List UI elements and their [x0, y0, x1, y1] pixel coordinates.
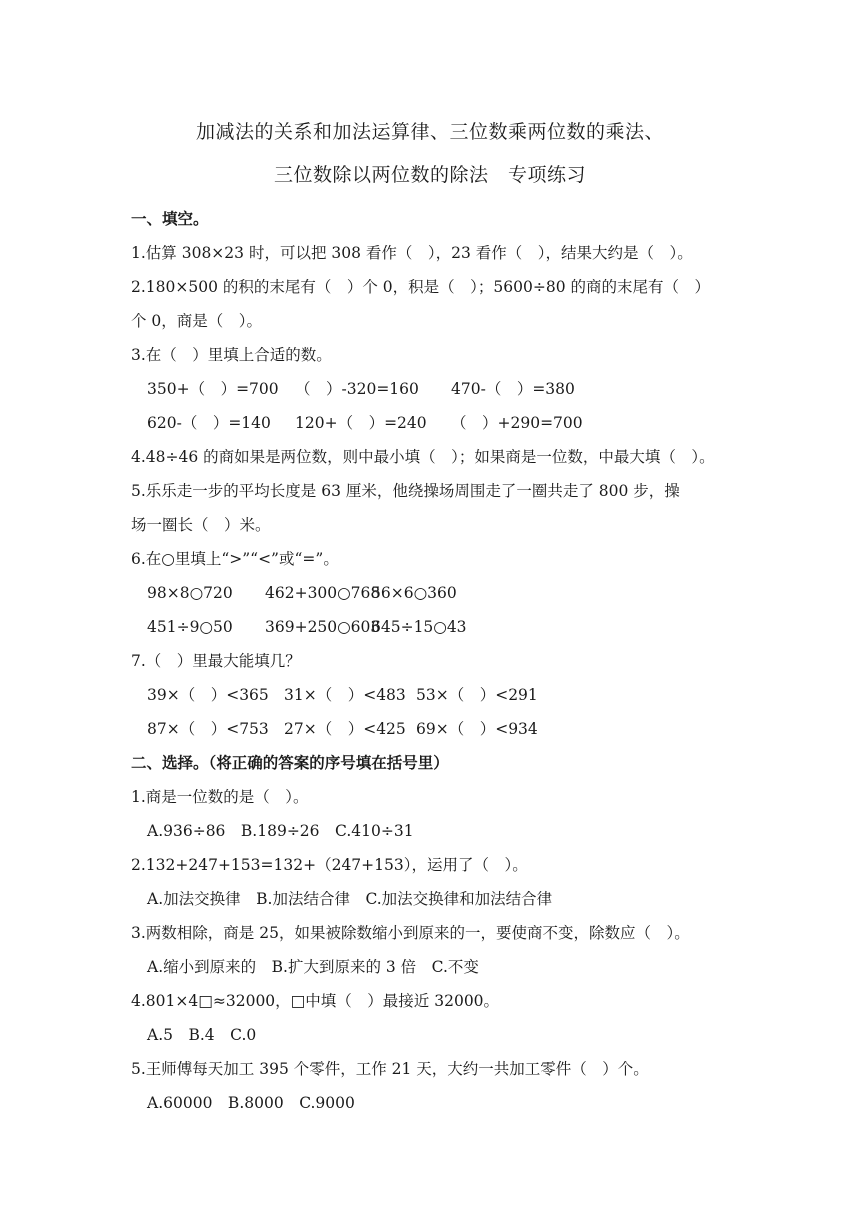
compare-item: 369+250○603 — [265, 618, 381, 636]
question-1-7-row2 — [131, 712, 741, 746]
fill-item: 120+（ ）=240 — [295, 414, 427, 432]
max-fill-item: 87×（ ）<753 — [147, 720, 269, 738]
question-1-7-row1 — [131, 678, 741, 712]
fill-item: 470-（ ）=380 — [451, 380, 575, 398]
question-1-6-row1 — [131, 576, 741, 610]
fill-item: （ ）+290=700 — [451, 414, 583, 432]
title-line-2: 三位数除以两位数的除法 专项练习 — [273, 164, 586, 186]
question-1-6-row2 — [131, 610, 741, 644]
compare-item: 462+300○768 — [265, 584, 381, 602]
max-fill-item: 27×（ ）<425 — [284, 720, 406, 738]
section1-heading: 一、填空。 — [131, 210, 209, 228]
compare-item: 451÷9○50 — [147, 618, 233, 636]
section2-heading: 二、选择。（将正确的答案的序号填在括号里） — [131, 754, 449, 772]
question-2-3-options: A.缩小到原来的 B.扩大到原来的 3 倍 C.不变 — [147, 958, 479, 976]
title-line-1: 加减法的关系和加法运算律、三位数乘两位数的乘法、 — [195, 121, 664, 143]
question-2-1-options: A.936÷86 B.189÷26 C.410÷31 — [147, 822, 414, 840]
question-2-1: 1.商是一位数的是（ ）。 — [131, 788, 309, 806]
question-1-4: 4.48÷46 的商如果是两位数，则中最小填（ ）；如果商是一位数，中最大填（ ）。 — [131, 448, 715, 466]
max-fill-item: 69×（ ）<934 — [416, 720, 538, 738]
question-1-3-row1 — [131, 372, 741, 406]
compare-item: 645÷15○43 — [371, 618, 467, 636]
compare-item: 98×8○720 — [147, 584, 233, 602]
question-1-5-line2: 场一圈长（ ）米。 — [131, 516, 271, 534]
question-1-2-line2: 个 0，商是（ ）。 — [131, 312, 263, 330]
max-fill-item: 39×（ ）<365 — [147, 686, 269, 704]
question-2-3: 3.两数相除，商是 25，如果被除数缩小到原来的一，要使商不变，除数应（ ）。 — [131, 924, 690, 942]
question-1-1: 1.估算 308×23 时，可以把 308 看作（ ），23 看作（ ），结果大约是（ ）。 — [131, 244, 693, 262]
compare-item: 56×6○360 — [371, 584, 457, 602]
question-2-5: 5.王师傅每天加工 395 个零件，工作 21 天，大约一共加工零件（ ）个。 — [131, 1060, 649, 1078]
question-1-5-line1: 5.乐乐走一步的平均长度是 63 厘米，他绕操场周围走了一圈共走了 800 步，操 — [131, 482, 680, 500]
question-1-7: 7.（ ）里最大能填几？ — [131, 652, 301, 670]
question-1-2-line1: 2.180×500 的积的末尾有（ ）个 0，积是（ ）；5600÷80 的商的末尾有（ ） — [131, 278, 710, 296]
question-2-4-options: A.5 B.4 C.0 — [147, 1026, 257, 1044]
question-2-4: 4.801×4□≈32000，□中填（ ）最接近 32000。 — [131, 992, 500, 1010]
fill-item: 620-（ ）=140 — [147, 414, 271, 432]
question-1-3: 3.在（ ）里填上合适的数。 — [131, 346, 332, 364]
max-fill-item: 31×（ ）<483 — [284, 686, 406, 704]
question-1-6: 6.在○里填上“>”“<”或“=”。 — [131, 550, 339, 568]
question-2-2: 2.132+247+153=132+（247+153），运用了（ ）。 — [131, 856, 528, 874]
worksheet-content — [131, 202, 741, 1120]
fill-item: （ ）-320=160 — [295, 380, 419, 398]
question-1-3-row2 — [131, 406, 741, 440]
question-2-5-options: A.60000 B.8000 C.9000 — [147, 1094, 355, 1112]
max-fill-item: 53×（ ）<291 — [416, 686, 538, 704]
fill-item: 350+（ ）=700 — [147, 380, 279, 398]
question-2-2-options: A.加法交换律 B.加法结合律 C.加法交换律和加法结合律 — [147, 890, 553, 908]
